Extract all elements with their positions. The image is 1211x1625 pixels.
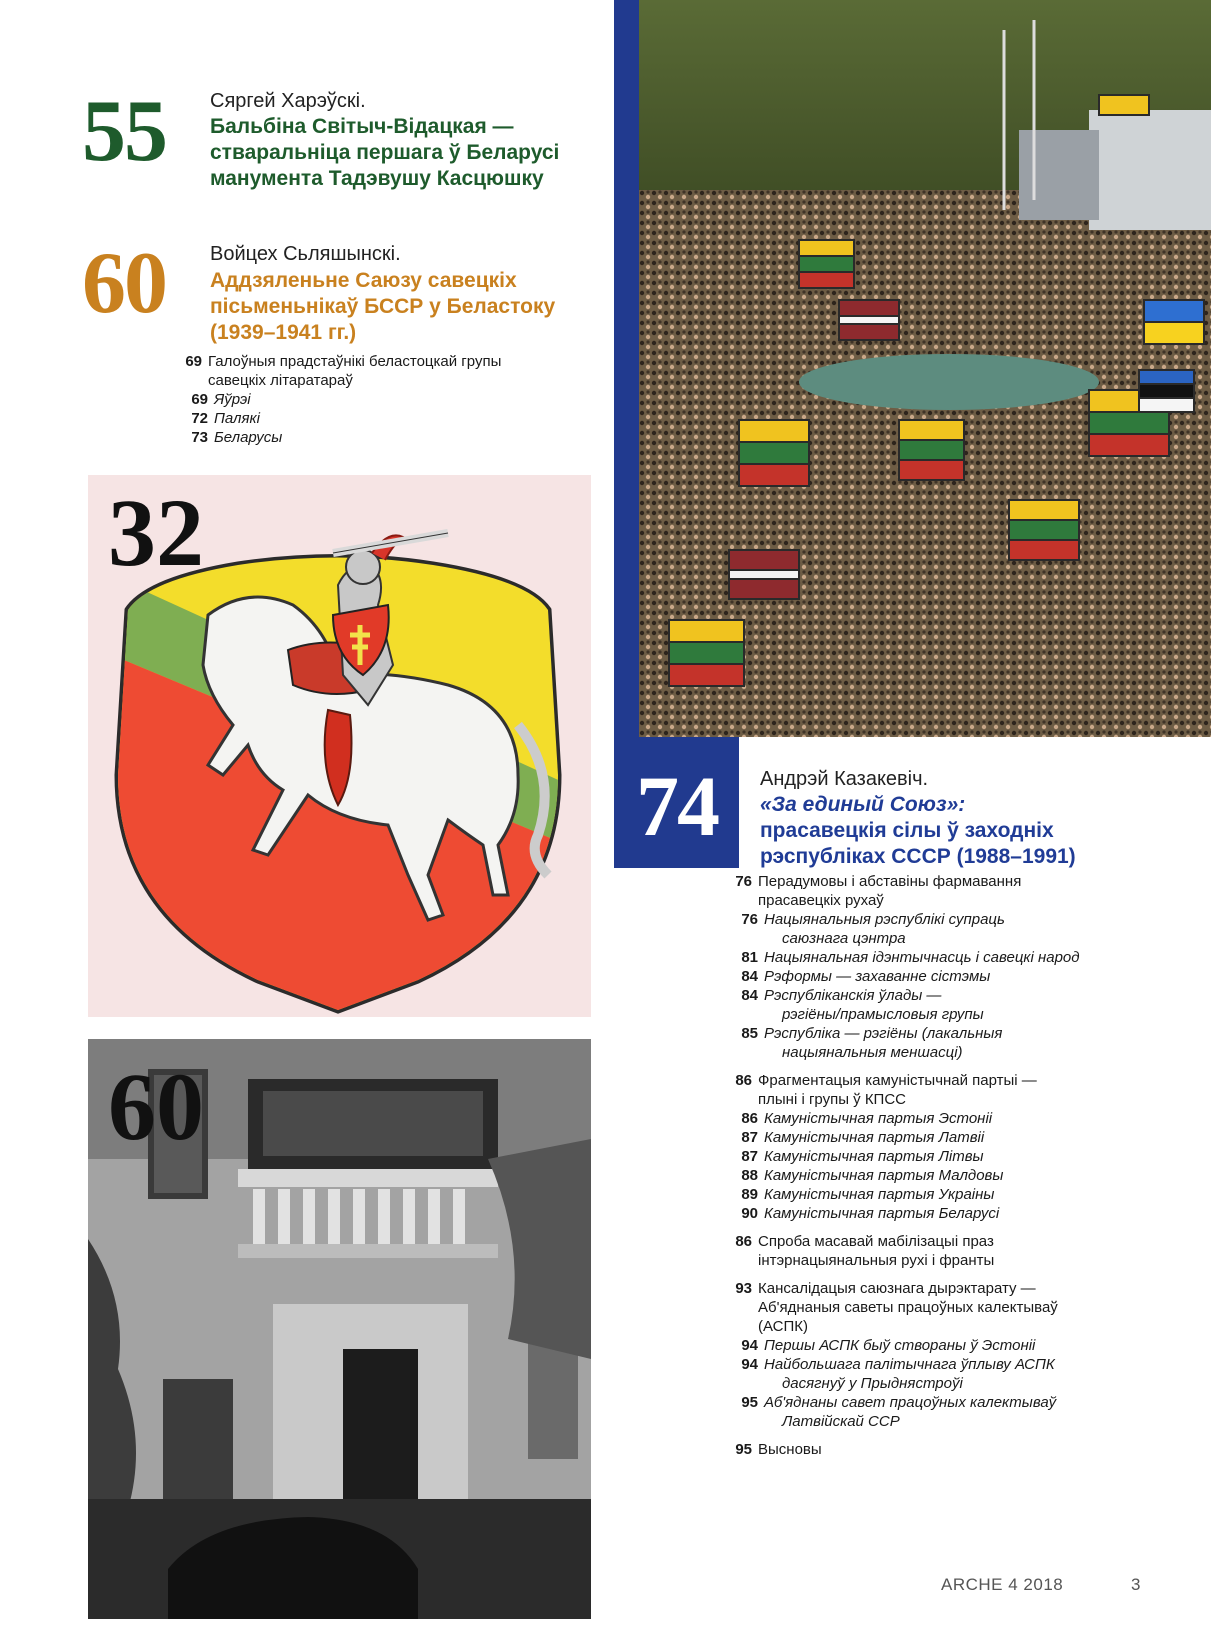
- article-author-55: Сяргей Харэўскі.: [210, 90, 366, 112]
- toc-page: 86: [741, 1110, 758, 1127]
- toc-entry[interactable]: [728, 1204, 1168, 1223]
- toc-entry[interactable]: [728, 1024, 1168, 1062]
- title-line: Аддзяленьне Саюзу савецкіх: [210, 269, 517, 292]
- title-line: «За единый Союз»:: [760, 793, 966, 816]
- toc-entry[interactable]: [728, 1147, 1168, 1166]
- toc-text: Камуністычная партыя Беларусі: [764, 1205, 1000, 1222]
- toc-text: Аб'яднаныя саветы працоўных калектываў: [758, 1299, 1058, 1316]
- article-title-60[interactable]: [210, 268, 555, 346]
- toc-entry[interactable]: [728, 1355, 1168, 1393]
- title-line: (1939–1941 гг.): [210, 321, 357, 344]
- toc-entry[interactable]: [728, 1279, 1168, 1336]
- title-line: манумента Тадэвушу Касцюшку: [210, 167, 544, 190]
- article-author-74: Андрэй Казакевіч.: [760, 768, 929, 790]
- rally-crowd-with-flags-icon: [639, 0, 1211, 737]
- article-title-74[interactable]: [760, 792, 1076, 870]
- toc-text: Перадумовы і абставіны фармавання: [758, 873, 1022, 890]
- toc-entry[interactable]: [728, 1185, 1168, 1204]
- toc-text: плыні і групы ў КПСС: [758, 1091, 907, 1108]
- toc-page: 95: [741, 1394, 758, 1411]
- toc-article-60: [178, 352, 538, 447]
- toc-page: 94: [741, 1337, 758, 1354]
- title-line: Бальбіна Світыч-Відацкая —: [210, 115, 514, 138]
- toc-page: 87: [741, 1129, 758, 1146]
- toc-page: 89: [741, 1186, 758, 1203]
- toc-entry[interactable]: [728, 1440, 1168, 1459]
- toc-text: Камуністычная партыя Эстоніі: [764, 1110, 993, 1127]
- toc-entry[interactable]: [728, 1232, 1168, 1270]
- toc-entry[interactable]: [728, 1128, 1168, 1147]
- title-line: пісьменьнікаў БССР у Беластоку: [210, 295, 556, 318]
- toc-text: Высновы: [758, 1441, 822, 1458]
- toc-text: саюзнага цэнтра: [782, 930, 906, 947]
- toc-page: 72: [191, 410, 208, 427]
- toc-text: Камуністычная партыя Літвы: [764, 1148, 984, 1165]
- toc-text: Палякі: [214, 410, 260, 427]
- toc-text: Камуністычная партыя Украіны: [764, 1186, 995, 1203]
- toc-page: 69: [185, 353, 202, 370]
- toc-text: рэгіёны/прамысловыя групы: [782, 1006, 984, 1023]
- journal-issue-label: ARCHE 4 2018: [941, 1575, 1064, 1594]
- toc-text: Першы АСПК быў створаны ў Эстоніі: [764, 1337, 1036, 1354]
- toc-entry[interactable]: [728, 1166, 1168, 1185]
- article-number-60: 60: [82, 235, 166, 332]
- toc-text: Найбольшага палітычнага ўплыву АСПК: [764, 1356, 1055, 1373]
- toc-entry[interactable]: [728, 967, 1168, 986]
- toc-entry[interactable]: [728, 1109, 1168, 1128]
- toc-text: Галоўныя прадстаўнікі беластоцкай групы савецкіх літаратараў: [208, 353, 502, 389]
- picture-number-32: 32: [108, 479, 204, 586]
- toc-page: 86: [735, 1233, 752, 1250]
- toc-page: 81: [741, 949, 758, 966]
- toc-page: 85: [741, 1025, 758, 1042]
- toc-entry[interactable]: [178, 428, 538, 447]
- toc-text: Рэформы — захаванне сістэмы: [764, 968, 991, 985]
- toc-page: 94: [741, 1356, 758, 1373]
- toc-text: прасавецкіх рухаў: [758, 892, 884, 909]
- toc-text: Кансалідацыя саюзнага дырэктарату —: [758, 1280, 1036, 1297]
- toc-page: 76: [735, 873, 752, 890]
- article-number-74: 74: [636, 758, 718, 854]
- toc-page: 84: [741, 968, 758, 985]
- toc-text: Нацыянальныя рэспублікі супраць: [764, 911, 1005, 928]
- toc-text: Яўрэі: [214, 391, 251, 408]
- toc-page: 88: [741, 1167, 758, 1184]
- article-title-55[interactable]: [210, 114, 559, 192]
- toc-text: Нацыянальная ідэнтычнасць і савецкі народ: [764, 949, 1080, 966]
- toc-text: Беларусы: [214, 429, 283, 446]
- toc-text: Фрагментацыя камуністычнай партыі —: [758, 1072, 1037, 1089]
- toc-text: (АСПК): [758, 1318, 809, 1335]
- toc-text: Спроба масавай мабілізацыі праз: [758, 1233, 994, 1250]
- toc-entry[interactable]: [728, 948, 1168, 967]
- toc-entry[interactable]: [178, 409, 538, 428]
- title-line: стваральніца першага ў Беларусі: [210, 141, 560, 164]
- coat-of-arms-image[interactable]: [88, 475, 591, 1017]
- street-photo[interactable]: [88, 1039, 591, 1619]
- toc-page: 73: [191, 429, 208, 446]
- toc-text: Аб'яднаны савет працоўных калектываў: [764, 1394, 1057, 1411]
- toc-entry[interactable]: [728, 986, 1168, 1024]
- toc-entry[interactable]: [728, 872, 1168, 910]
- title-line: рэспубліках СССР (1988–1991): [760, 845, 1076, 868]
- toc-page: 95: [735, 1441, 752, 1458]
- toc-text: Камуністычная партыя Малдовы: [764, 1167, 1004, 1184]
- toc-text: інтэрнацыянальныя рухі і франты: [758, 1252, 995, 1269]
- toc-entry[interactable]: [728, 910, 1168, 948]
- page-number: 3: [1131, 1575, 1141, 1594]
- toc-page: 76: [741, 911, 758, 928]
- toc-page: 93: [735, 1280, 752, 1297]
- toc-text: Рэспубліка — рэгіёны (лакальныя: [764, 1025, 1003, 1042]
- toc-article-74: [728, 872, 1168, 1459]
- article-author-60: Войцех Сьляшынскі.: [210, 243, 401, 265]
- toc-entry[interactable]: [728, 1071, 1168, 1109]
- picture-number-60: 60: [108, 1053, 204, 1160]
- toc-page: 90: [741, 1205, 758, 1222]
- title-line: прасавецкія сілы ў заходніх: [760, 819, 1054, 842]
- toc-entry[interactable]: [178, 352, 538, 390]
- toc-text: Камуністычная партыя Латвіі: [764, 1129, 985, 1146]
- toc-page: 84: [741, 987, 758, 1004]
- toc-page: 69: [191, 391, 208, 408]
- toc-page: 87: [741, 1148, 758, 1165]
- toc-entry[interactable]: [178, 390, 538, 409]
- rally-photo[interactable]: [639, 0, 1211, 737]
- toc-page: 86: [735, 1072, 752, 1089]
- toc-text: дасягнуў у Прыднястроўі: [782, 1375, 963, 1392]
- toc-text: Рэспубліканскія ўлады —: [764, 987, 942, 1004]
- toc-text: Латвійскай ССР: [782, 1413, 900, 1430]
- toc-entry[interactable]: [728, 1393, 1168, 1431]
- article-number-55: 55: [82, 83, 166, 180]
- article-number-74-box: [614, 737, 739, 868]
- toc-text: нацыянальныя меншасці): [782, 1044, 963, 1061]
- toc-entry[interactable]: [728, 1336, 1168, 1355]
